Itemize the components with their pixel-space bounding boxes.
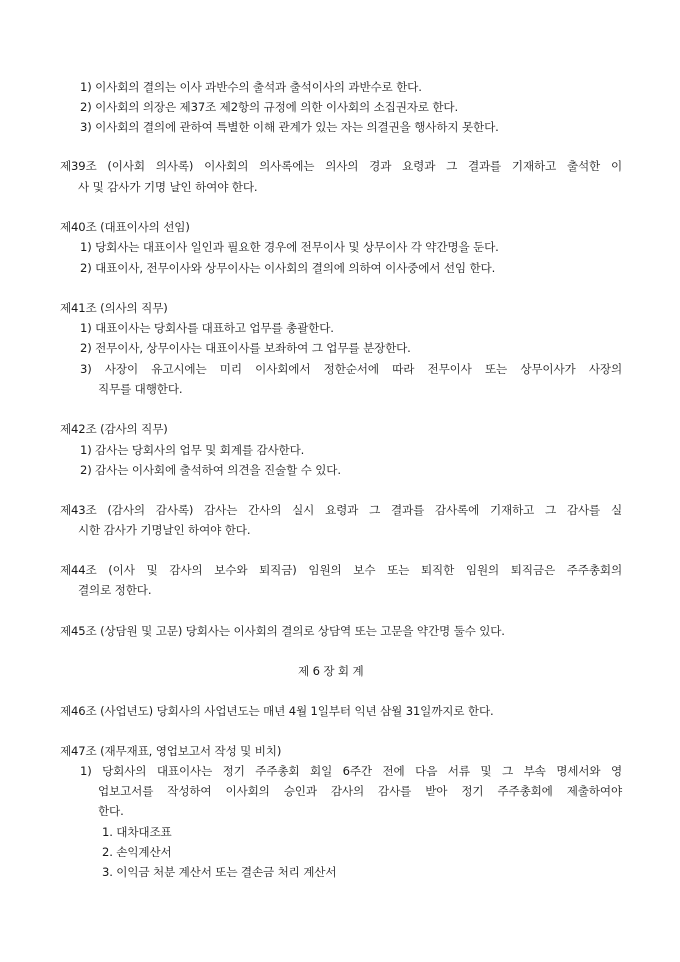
clause-item: 1) 당회사는 대표이사 일인과 필요한 경우에 전무이사 및 상무이사 각 약간명을 둔다. — [80, 240, 499, 254]
article-40-heading: 제40조 (대표이사의 선임) — [60, 220, 190, 234]
article-43: 제43조 (감사의 감사록) 감사는 간사의 실시 요령과 그 결과를 감사록에 기재하고 그 감사를 실 — [60, 503, 622, 517]
clause-item: 3) 사장이 유고시에는 미리 이사회에서 정한순서에 따라 전무이사 또는 상무이사가 사장의 — [80, 362, 622, 376]
article-41-heading: 제41조 (의사의 직무) — [60, 301, 168, 315]
clause-item: 2) 감사는 이사회에 출석하여 의견을 진술할 수 있다. — [80, 463, 341, 477]
article-39-cont: 사 및 감사가 기명 날인 하여야 한다. — [78, 180, 258, 194]
article-42-heading: 제42조 (감사의 직무) — [60, 422, 168, 436]
article-43-cont: 시한 감사가 기명날인 하여야 한다. — [78, 523, 251, 537]
clause-item: 1) 대표이사는 당회사를 대표하고 업무를 총괄한다. — [80, 321, 334, 335]
clause-item-cont: 한다. — [98, 804, 124, 818]
article-44-cont: 결의로 정한다. — [78, 583, 152, 597]
article-39: 제39조 (이사회 의사록) 이사회의 의사록에는 의사의 경과 요령과 그 결과를 기재하고 출석한 이 — [60, 159, 622, 173]
clause-item: 3) 이사회의 결의에 관하여 특별한 이해 관계가 있는 자는 의결권을 행사하지 못한다. — [80, 120, 499, 134]
list-item: 1. 대차대조표 — [102, 825, 172, 839]
article-46: 제46조 (사업년도) 당회사의 사업년도는 매년 4월 1일부터 익년 삼월 31일까지로 한다. — [60, 704, 494, 718]
list-item: 3. 이익금 처분 계산서 또는 결손금 처리 계산서 — [102, 865, 337, 879]
chapter-heading: 제 6 장 회 계 — [298, 664, 364, 678]
clause-item: 2) 전무이사, 상무이사는 대표이사를 보좌하여 그 업무를 분장한다. — [80, 341, 411, 355]
article-47-heading: 제47조 (재무재표, 영업보고서 작성 및 비치) — [60, 744, 282, 758]
clause-item: 2) 이사회의 의장은 제37조 제2항의 규정에 의한 이사회의 소집권자로 한다. — [80, 100, 459, 114]
clause-item: 1) 당회사의 대표이사는 정기 주주총회 회일 6주간 전에 다음 서류 및 그 부속 명세서와 영 — [80, 764, 622, 778]
clause-item-cont: 업보고서를 작성하여 이사회의 승인과 감사의 감사를 받아 정기 주주총회에 제출하여야 — [98, 784, 622, 798]
clause-item: 1) 이사회의 결의는 이사 과반수의 출석과 출석이사의 과반수로 한다. — [80, 80, 422, 94]
clause-item: 1) 감사는 당회사의 업무 및 회계를 감사한다. — [80, 443, 305, 457]
article-44: 제44조 (이사 및 감사의 보수와 퇴직금) 임원의 보수 또는 퇴직한 임원의 퇴직금은 주주총회의 — [60, 563, 622, 577]
list-item: 2. 손익계산서 — [102, 845, 172, 859]
clause-item-cont: 직무를 대행한다. — [98, 382, 183, 396]
clause-item: 2) 대표이사, 전무이사와 상무이사는 이사회의 결의에 의하여 이사중에서 선임 한다. — [80, 261, 496, 275]
article-45: 제45조 (상담원 및 고문) 당회사는 이사회의 결의로 상담역 또는 고문을 약간명 둘수 있다. — [60, 624, 505, 638]
